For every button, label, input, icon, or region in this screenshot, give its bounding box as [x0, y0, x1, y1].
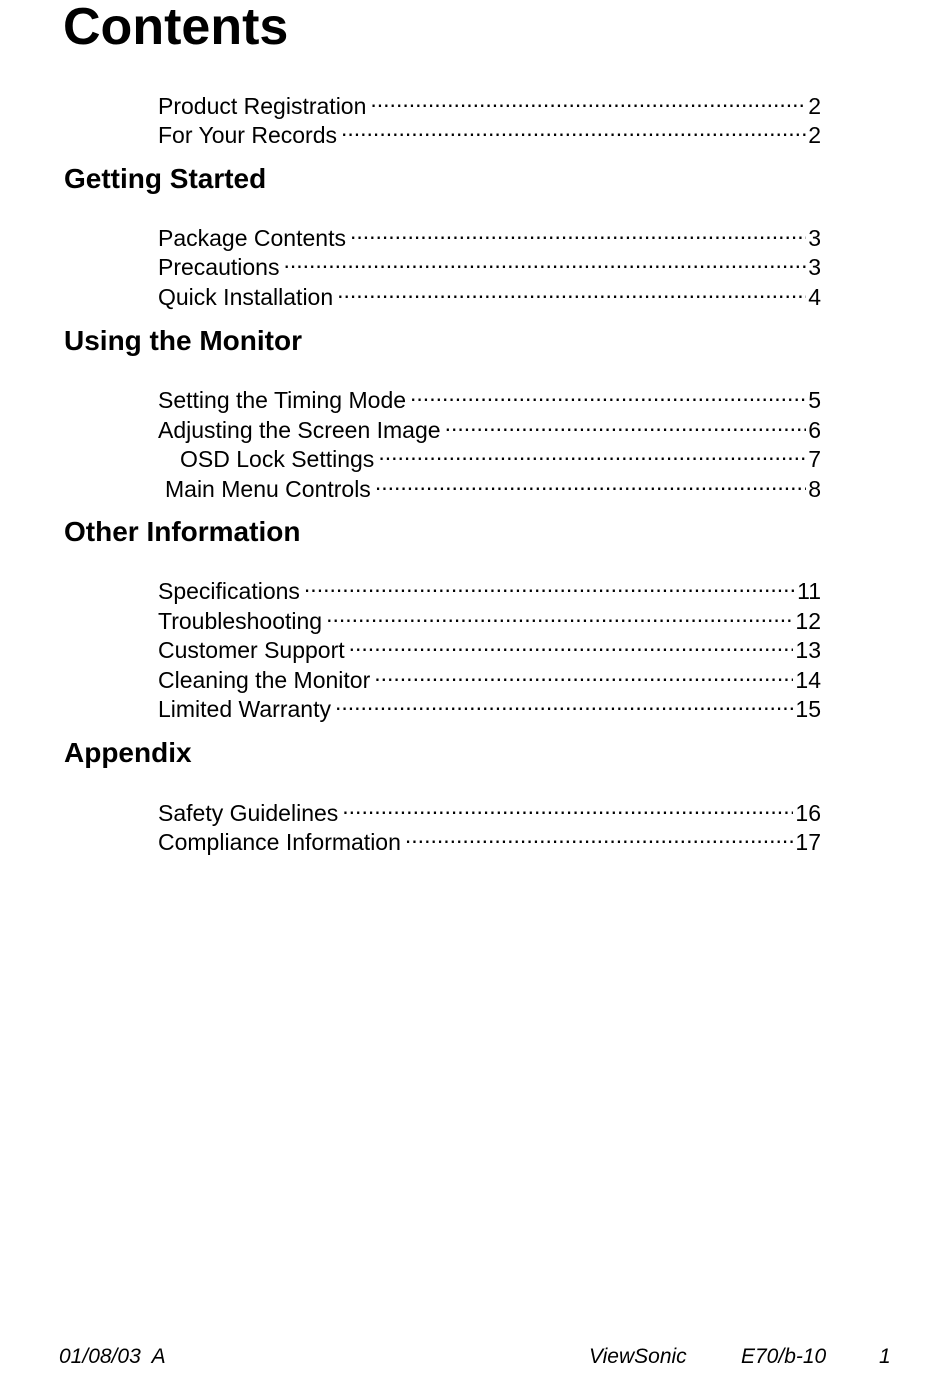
- toc-dot-leader: [445, 408, 807, 438]
- toc-entry-label: Limited Warranty: [158, 696, 331, 722]
- toc-dot-leader: [370, 84, 806, 114]
- toc-entry-product-registration[interactable]: [158, 84, 821, 119]
- toc-entry-page: 14: [795, 667, 821, 693]
- toc-entry-label: Main Menu Controls: [165, 476, 371, 502]
- toc-entry-page: 15: [795, 696, 821, 722]
- toc-entry-page: 8: [808, 476, 821, 502]
- toc-entry-label: For Your Records: [158, 122, 337, 148]
- section-heading-using-the-monitor: Using the Monitor: [64, 325, 302, 356]
- toc-dot-leader: [342, 791, 793, 821]
- toc-entry-page: 12: [795, 608, 821, 634]
- toc-entry-quick-installation[interactable]: [158, 275, 821, 310]
- toc-dot-leader: [326, 599, 793, 629]
- toc-entry-label: Troubleshooting: [158, 608, 323, 634]
- toc-dot-leader: [283, 245, 806, 275]
- footer-date-revision: 01/08/03 A: [59, 1345, 166, 1368]
- toc-entry-label: Adjusting the Screen Image: [158, 417, 441, 443]
- toc-entry-page: 2: [808, 93, 821, 119]
- toc-entry-page: 16: [795, 800, 821, 826]
- section-heading-other-information: Other Information: [64, 516, 301, 547]
- toc-entry-label: Specifications: [158, 578, 300, 604]
- toc-entry-package-contents[interactable]: [158, 216, 821, 251]
- toc-entry-page: 7: [808, 446, 821, 472]
- toc-entry-label: Customer Support: [158, 637, 345, 663]
- toc-dot-leader: [375, 467, 806, 497]
- toc-entry-adjusting-screen-image[interactable]: [158, 408, 821, 443]
- toc-entry-page: 3: [808, 254, 821, 280]
- section-heading-appendix: Appendix: [64, 737, 192, 768]
- toc-entry-troubleshooting[interactable]: [158, 599, 821, 634]
- toc-entry-page: 5: [808, 387, 821, 413]
- toc-dot-leader: [405, 820, 794, 850]
- toc-dot-leader: [410, 378, 806, 408]
- toc-entry-page: 13: [795, 637, 821, 663]
- page-title: Contents: [63, 0, 289, 56]
- toc-entry-label: Package Contents: [158, 225, 346, 251]
- toc-entry-page: 4: [808, 284, 821, 310]
- toc-entry-osd-lock-settings[interactable]: [158, 437, 821, 472]
- toc-entry-label: Setting the Timing Mode: [158, 387, 407, 413]
- toc-entry-setting-timing-mode[interactable]: [158, 378, 821, 413]
- toc-entry-page: 3: [808, 225, 821, 251]
- toc-entry-customer-support[interactable]: [158, 628, 821, 663]
- toc-dot-leader: [374, 658, 793, 688]
- toc-entry-page: 6: [808, 417, 821, 443]
- toc-entry-safety-guidelines[interactable]: [158, 791, 821, 826]
- toc-entry-main-menu-controls[interactable]: [158, 467, 821, 502]
- toc-dot-leader: [304, 569, 795, 599]
- toc-dot-leader: [350, 216, 806, 246]
- toc-dot-leader: [335, 687, 793, 717]
- toc-entry-label: Quick Installation: [158, 284, 334, 310]
- section-heading-getting-started: Getting Started: [64, 163, 267, 194]
- toc-entry-page: 2: [808, 122, 821, 148]
- footer-model: E70/b-10: [741, 1345, 827, 1368]
- footer-page-number: 1: [879, 1345, 891, 1368]
- toc-entry-specifications[interactable]: [158, 569, 821, 604]
- footer-brand: ViewSonic: [589, 1345, 687, 1368]
- toc-dot-leader: [378, 437, 806, 467]
- toc-entry-label: Product Registration: [158, 93, 367, 119]
- toc-entry-page: 11: [797, 578, 821, 604]
- toc-entry-page: 17: [795, 829, 821, 855]
- toc-entry-compliance-information[interactable]: [158, 820, 821, 855]
- toc-entry-cleaning-the-monitor[interactable]: [158, 658, 821, 693]
- toc-entry-label: Precautions: [158, 254, 280, 280]
- toc-entry-limited-warranty[interactable]: [158, 687, 821, 722]
- toc-entry-label: Compliance Information: [158, 829, 401, 855]
- toc-dot-leader: [349, 628, 794, 658]
- toc-dot-leader: [341, 113, 806, 143]
- toc-entry-label: Cleaning the Monitor: [158, 667, 371, 693]
- toc-entry-label: OSD Lock Settings: [180, 446, 375, 472]
- toc-entry-for-your-records[interactable]: [158, 113, 821, 148]
- toc-entry-label: Safety Guidelines: [158, 800, 339, 826]
- toc-entry-precautions[interactable]: [158, 245, 821, 280]
- toc-dot-leader: [337, 275, 806, 305]
